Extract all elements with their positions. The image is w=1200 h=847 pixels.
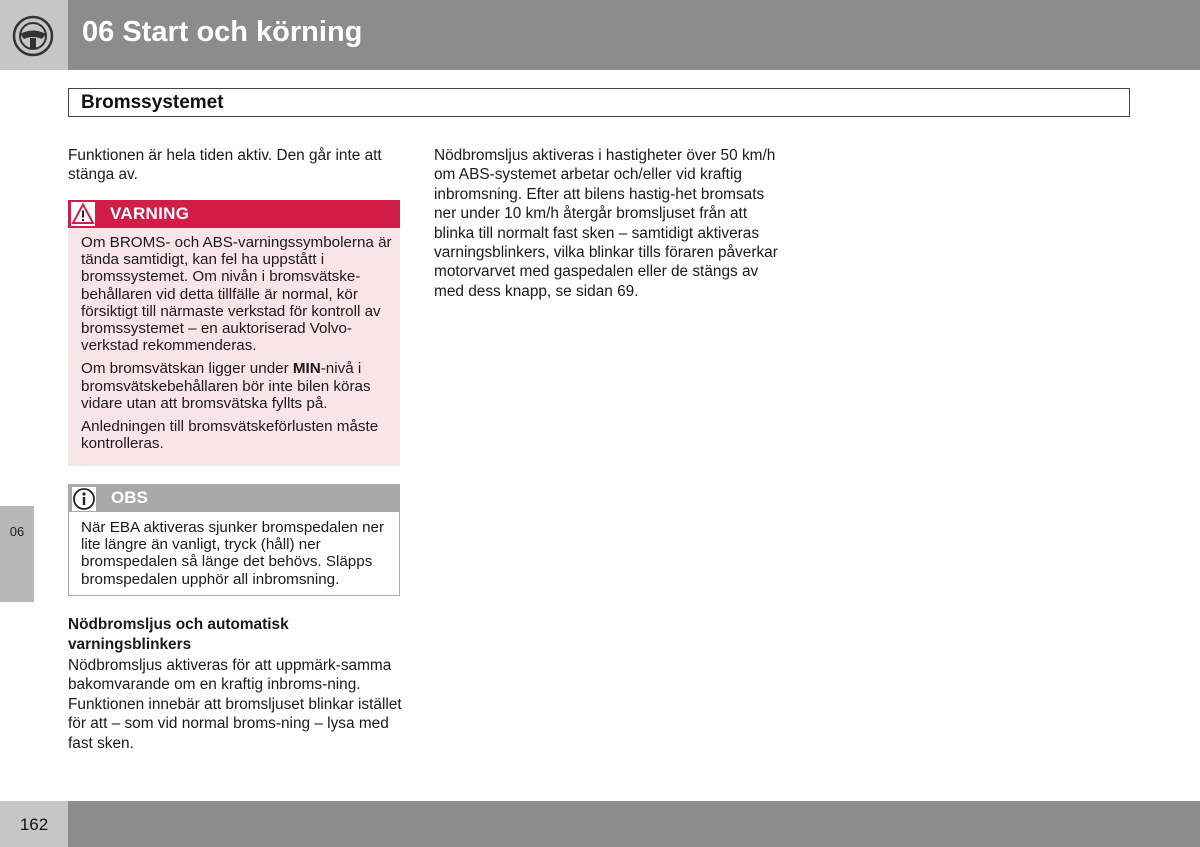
page-number: 162	[19, 815, 49, 834]
subsection-paragraph: Nödbromsljus aktiveras för att uppmärk-samma bakomvarande om en kraftig inbroms-ning. Funktionen innebär att bromsljuset blinkar istället för att – som vid normal broms-ning – lysa med fast sken.	[68, 657, 402, 752]
min-level-label: MIN	[292, 360, 321, 378]
warning-title: VARNING	[110, 204, 190, 223]
page-number-box	[0, 801, 68, 847]
section-title: Bromssystemet	[81, 92, 224, 113]
warning-text: Om bromsvätskan ligger under	[81, 360, 293, 378]
warning-paragraph: Om BROMS- och ABS-varningssymbolerna är tända samtidigt, kan fel ha uppstått i bromssystemet. Om nivån i bromsvätske-behållaren vid detta tillfälle är normal, kör försiktigt till närmaste verkstad för kontroll av bromssystemet – en auktoriserad Volvo-verkstad rekommenderas.	[81, 234, 392, 355]
note-text: När EBA aktiveras sjunker bromspedalen ner lite längre än vanligt, tryck (håll) ner bromspedalen så länge det behövs. Släpps bromspedalen upphör all inbromsning.	[81, 519, 385, 588]
side-tab-label: 06	[9, 524, 25, 539]
note-box	[68, 484, 400, 596]
warning-paragraph	[81, 360, 393, 412]
right-column-paragraph: Nödbromsljus aktiveras i hastigheter över 50 km/h om ABS-systemet arbetar och/eller vid kraftig inbromsning. Efter att bilens hastig-het bromsats ner under 10 km/h återgår bromsljuset från att blinka till normalt fast sken – samtidigt aktiveras varningsblinkers, vilka blinkar tills föraren påverkar motorvarvet med gaspedalen eller de stängs av med dess knapp, se sidan 69.	[434, 147, 778, 300]
note-title: OBS	[111, 488, 148, 507]
section-title-box	[68, 88, 1130, 117]
warning-paragraph: Anledningen till bromsvätskeförlusten måste kontrolleras.	[81, 418, 379, 453]
chapter-icon-box	[0, 0, 68, 70]
warning-body	[81, 234, 393, 458]
warning-triangle-icon	[71, 202, 95, 226]
chapter-side-tab	[0, 506, 34, 602]
note-header	[69, 485, 399, 512]
warning-header	[68, 200, 400, 228]
subsection-heading: Nödbromsljus och automatisk varningsblinkers	[68, 616, 289, 653]
warning-text: -nivå i bromsvätskebehållaren bör inte bilen köras vidare utan att bromsvätska fyllts på.	[81, 360, 371, 412]
info-icon	[72, 487, 96, 511]
warning-box	[68, 200, 400, 466]
steering-wheel-icon	[12, 15, 54, 57]
chapter-title: 06 Start och körning	[82, 16, 363, 48]
intro-paragraph: Funktionen är hela tiden aktiv. Den går inte att stänga av.	[68, 147, 382, 184]
footer-bar	[68, 801, 1200, 847]
